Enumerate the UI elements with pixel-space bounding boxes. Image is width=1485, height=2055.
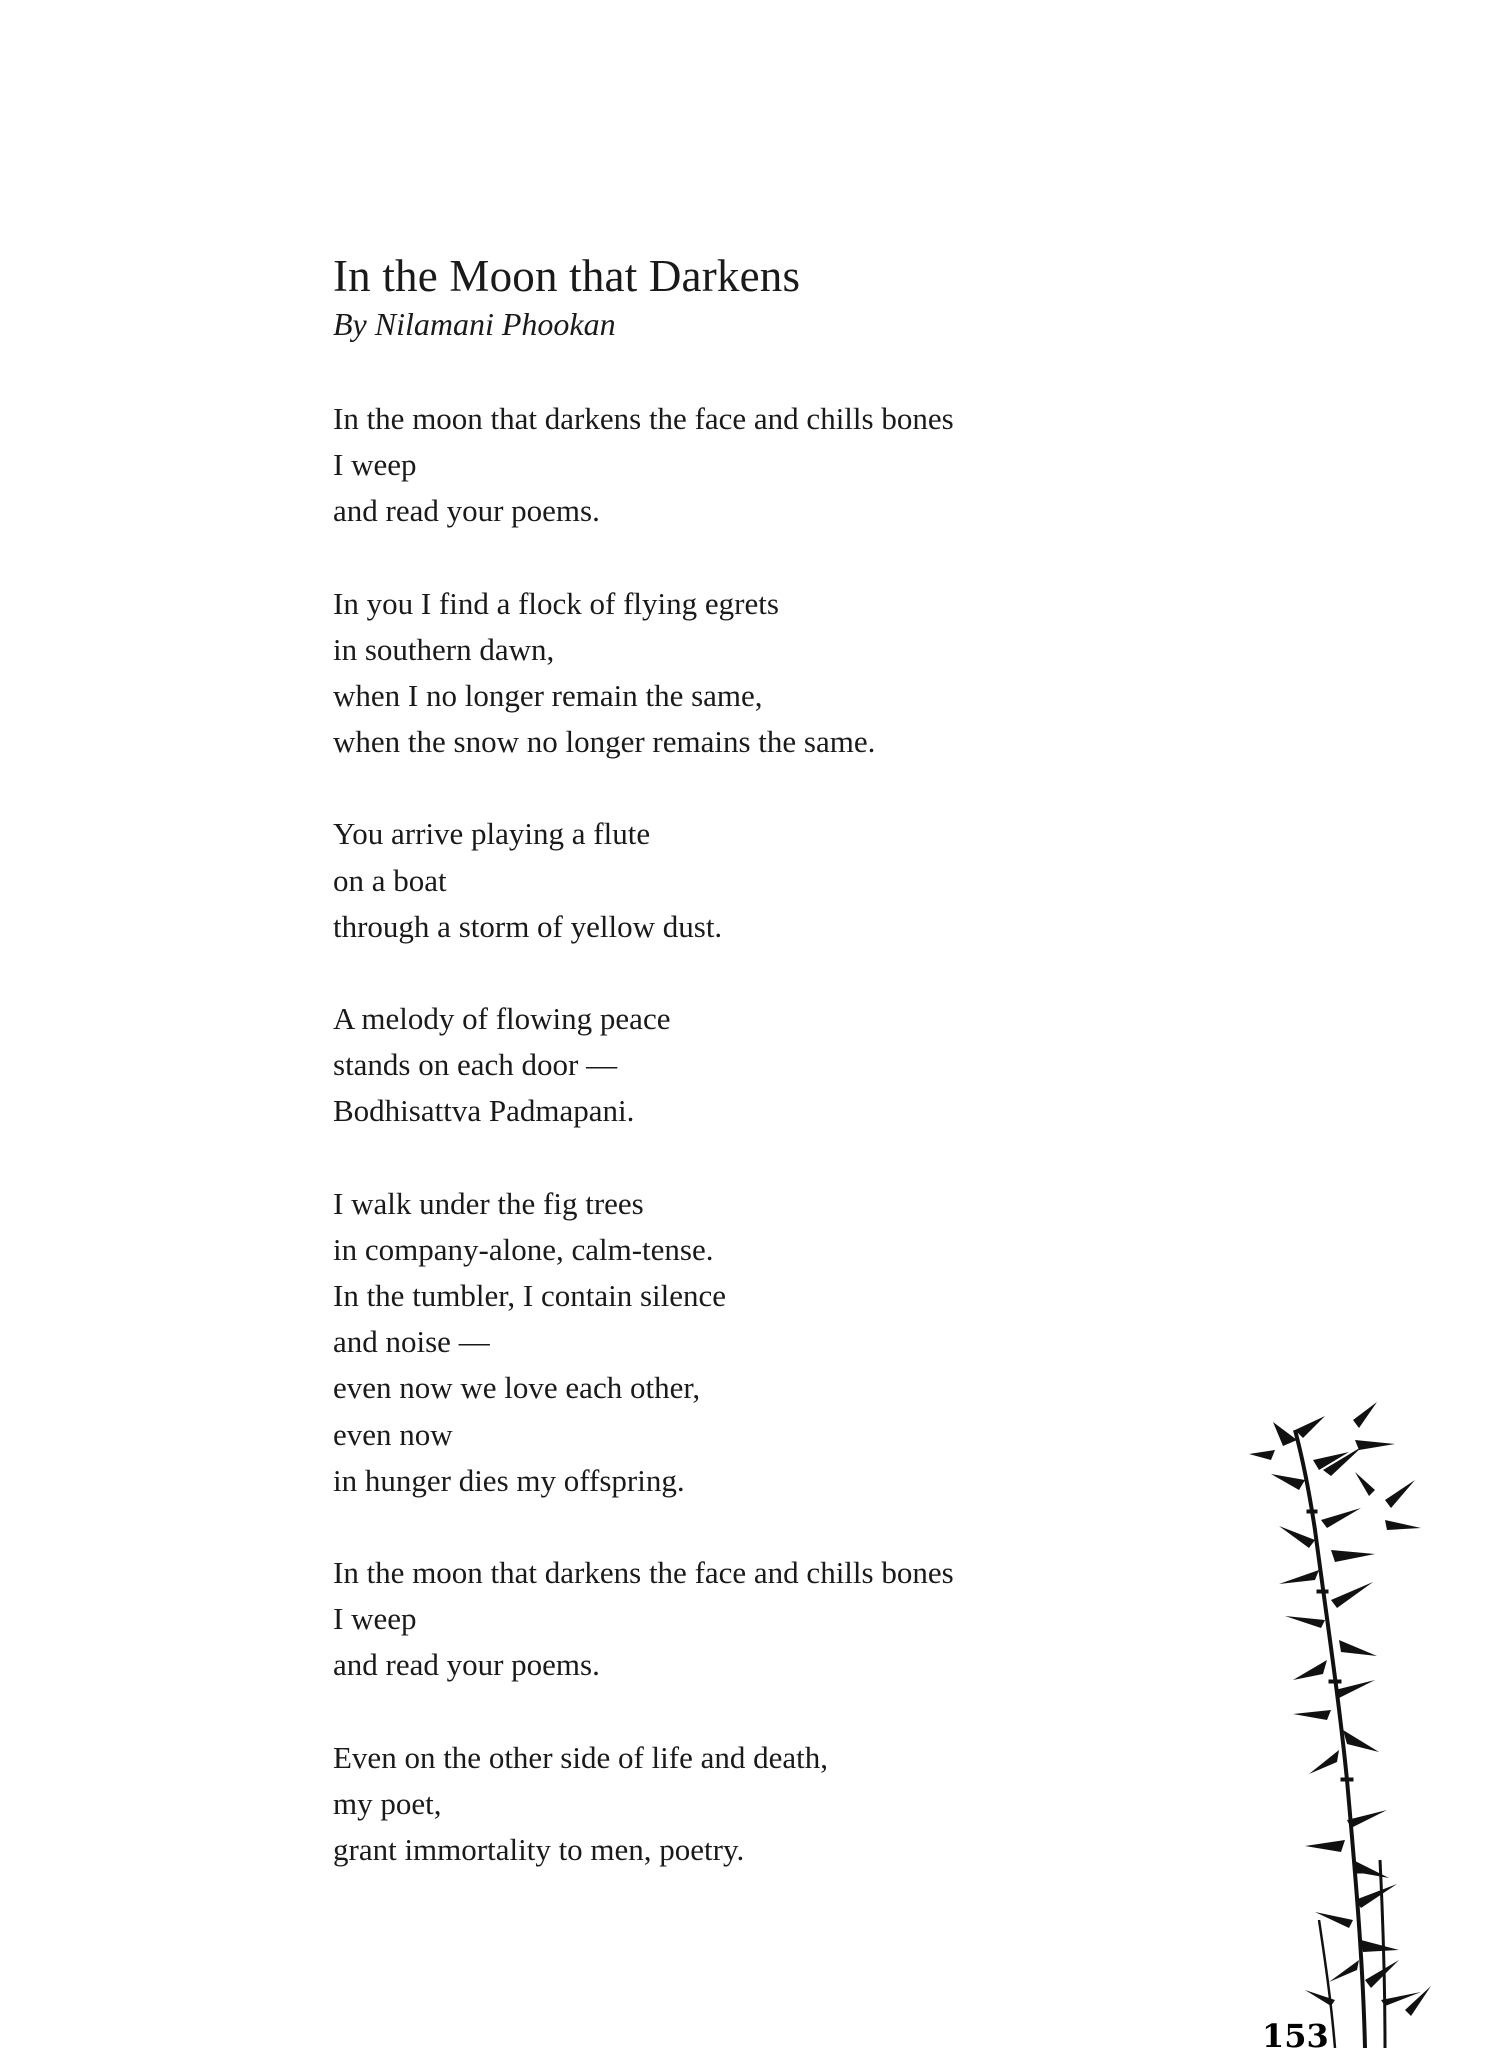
bamboo-illustration [1235, 1400, 1485, 2048]
page-number: 153 [1262, 2017, 1329, 2055]
stanza [333, 581, 1213, 766]
poem-line: even now we love each other, [333, 1370, 701, 1406]
stanza [333, 1550, 1213, 1689]
poem-line: I weep [333, 1601, 417, 1637]
poem-line: I walk under the fig trees [333, 1185, 644, 1221]
poem-line: my poet, [333, 1785, 442, 1821]
poem-line: in southern dawn, [333, 631, 555, 667]
poem-line: in hunger dies my offspring. [333, 1462, 685, 1498]
stanza [333, 996, 1213, 1135]
poem-line: In the moon that darkens the face and chills bones [333, 1555, 954, 1591]
poem-line: and read your poems. [333, 1647, 600, 1683]
poem-line: Even on the other side of life and death, [333, 1739, 828, 1775]
poem-line: through a storm of yellow dust. [333, 908, 723, 944]
poem-line: on a boat [333, 862, 447, 898]
poem-line: stands on each door — [333, 1047, 618, 1083]
poem-line: I weep [333, 447, 417, 483]
poem-title: In the Moon that Darkens [333, 251, 801, 301]
poem-line: even now [333, 1416, 453, 1452]
poem-line: and read your poems. [333, 493, 600, 529]
poem-line: when the snow no longer remains the same. [333, 724, 876, 760]
poem-body [333, 396, 1213, 1873]
poem-line: You arrive playing a flute [333, 816, 651, 852]
poem-line: when I no longer remain the same, [333, 678, 763, 714]
poem-line: A melody of flowing peace [333, 1001, 671, 1037]
poem-byline: By Nilamani Phookan [333, 306, 616, 342]
stanza [333, 396, 1213, 535]
stanza [333, 1735, 1213, 1874]
stanza [333, 811, 1213, 950]
poem-line: and noise — [333, 1324, 490, 1360]
poem [333, 248, 1213, 1919]
poem-line: In you I find a flock of flying egrets [333, 585, 779, 621]
stanza [333, 1181, 1213, 1504]
poem-line: In the tumbler, I contain silence [333, 1278, 727, 1314]
poem-line: In the moon that darkens the face and chills bones [333, 401, 954, 436]
poem-line: in company-alone, calm-tense. [333, 1231, 714, 1267]
poem-line: Bodhisattva Padmapani. [333, 1093, 635, 1129]
poem-line: grant immortality to men, poetry. [333, 1832, 745, 1868]
